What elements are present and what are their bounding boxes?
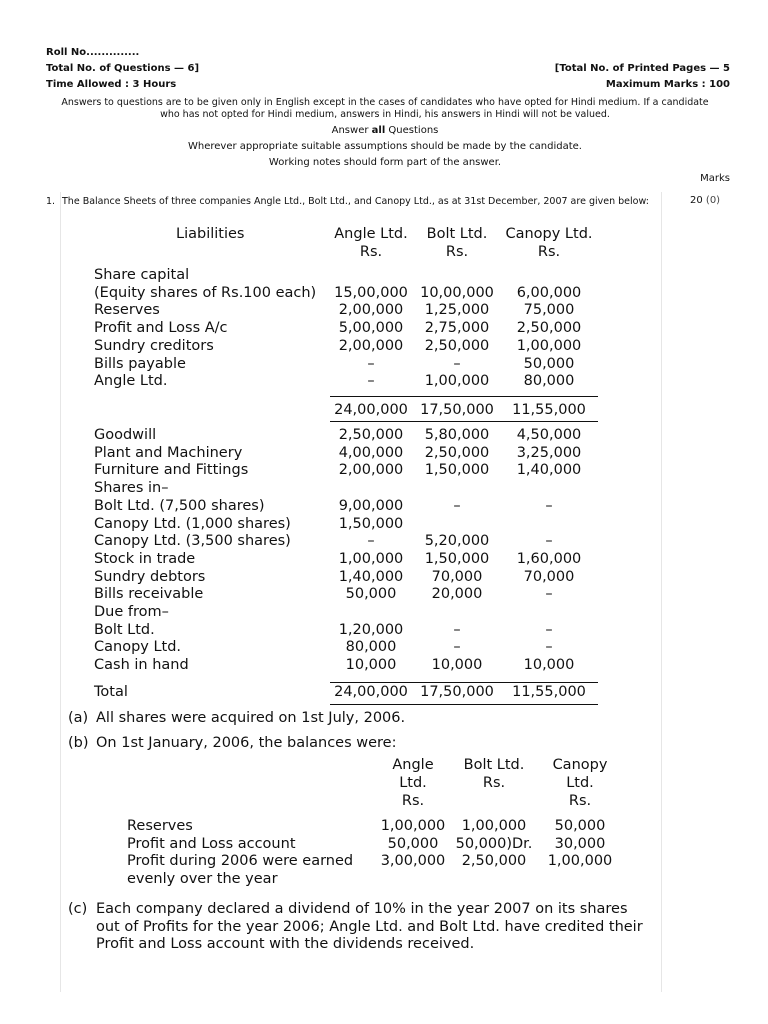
canopy-value: 3,25,000 <box>516 444 582 461</box>
answer-all-line: Answer all Questions <box>331 125 439 136</box>
header-row-1 <box>46 63 730 74</box>
canopy-value: 1,40,000 <box>516 462 582 479</box>
instruction-line-1: Answers to questions are to be given only in English except in the cases of candidates who have opted for Hindi medium. If a candidate <box>61 97 709 108</box>
total-questions: Total No. of Questions — 6] <box>46 63 200 74</box>
bolt-value: – <box>453 639 461 656</box>
row-label: Reserves <box>94 302 160 319</box>
row-label: Profit and Loss account <box>127 835 296 852</box>
canopy-value: 30,000 <box>554 835 606 852</box>
canopy-value: 2,50,000 <box>516 320 582 337</box>
row-label: Profit and Loss A/c <box>94 320 228 337</box>
bolt-value: 5,20,000 <box>424 533 490 550</box>
bolt-value: 10,000 <box>431 657 483 674</box>
angle-value: 5,00,000 <box>338 320 404 337</box>
unit-label: Rs. <box>359 244 383 260</box>
row-label: evenly over the year <box>127 871 278 888</box>
bolt-value: 50,000)Dr. <box>455 835 533 852</box>
canopy-value: 75,000 <box>523 302 575 319</box>
question-marks: 20 (0) <box>690 195 721 206</box>
canopy-value: 70,000 <box>523 568 575 585</box>
bolt-value: – <box>453 355 461 372</box>
assumptions-line: Wherever appropriate suitable assumptions should be made by the candidate. <box>188 141 582 152</box>
row-label: Shares in– <box>94 480 169 497</box>
canopy-value: 50,000 <box>554 818 606 834</box>
row-label: Bills payable <box>94 355 186 372</box>
header-row-2 <box>46 79 730 90</box>
angle-value: 1,40,000 <box>338 568 404 585</box>
divider-line <box>330 396 598 397</box>
question-text: The Balance Sheets of three companies Angle Ltd., Bolt Ltd., and Canopy Ltd., as at 31st December, 2007 are given below: <box>62 196 649 207</box>
row-label: Profit during 2006 were earned <box>127 853 354 870</box>
angle-value: 1,50,000 <box>338 515 404 532</box>
angle-value: 4,00,000 <box>338 444 404 461</box>
row-label: Bills receivable <box>94 586 204 603</box>
canopy-value: 1,60,000 <box>516 550 582 567</box>
bolt-value: 20,000 <box>431 586 483 603</box>
angle-value: – <box>367 355 375 372</box>
angle-value: 80,000 <box>345 639 397 656</box>
max-marks: Maximum Marks : 100 <box>605 79 730 90</box>
row-label: Plant and Machinery <box>94 444 243 461</box>
col-angle-heading: Angle Ltd. <box>334 226 408 242</box>
canopy-value: 10,000 <box>523 657 575 674</box>
angle-value: 1,00,000 <box>380 818 446 834</box>
row-label: Sundry debtors <box>94 568 206 585</box>
canopy-value: 1,00,000 <box>516 337 582 354</box>
angle-value: 9,00,000 <box>338 497 404 514</box>
bolt-value: 10,00,000 <box>420 284 494 301</box>
canopy-value: 80,000 <box>523 373 575 390</box>
bolt-value: 2,50,000 <box>424 444 490 461</box>
canopy-value: – <box>545 586 553 603</box>
time-allowed: Time Allowed : 3 Hours <box>46 79 177 90</box>
divider-line <box>330 421 598 422</box>
liabilities-heading: Liabilities <box>176 226 245 242</box>
angle-value: – <box>367 373 375 390</box>
row-label: Canopy Ltd. (1,000 shares) <box>94 515 291 532</box>
angle-value: 50,000 <box>387 835 439 852</box>
bolt-value: 2,75,000 <box>424 320 490 337</box>
row-label: Bolt Ltd. <box>94 621 155 638</box>
row-label: Canopy Ltd. <box>94 639 182 656</box>
row-label: (Equity shares of Rs.100 each) <box>94 284 317 301</box>
angle-value: 10,000 <box>345 657 397 674</box>
unit-label: Rs. <box>445 244 469 260</box>
canopy-value: 4,50,000 <box>516 427 582 443</box>
bolt-value: 5,80,000 <box>424 427 490 443</box>
row-label: Due from– <box>94 604 169 620</box>
angle-value: 50,000 <box>345 586 397 603</box>
bolt-value: 1,00,000 <box>461 818 527 834</box>
col-canopy-heading: Canopy Ltd. <box>505 226 593 242</box>
angle-value: 1,20,000 <box>338 621 404 638</box>
row-label: Canopy Ltd. (3,500 shares) <box>94 533 291 550</box>
bolt-value: 2,50,000 <box>461 853 527 870</box>
bolt-value: 1,50,000 <box>424 550 490 567</box>
row-label: Reserves <box>127 818 193 834</box>
angle-value: 3,00,000 <box>380 853 446 870</box>
bolt-value: 1,00,000 <box>424 373 490 390</box>
row-label: Goodwill <box>94 427 157 443</box>
bolt-value: 1,50,000 <box>424 462 490 479</box>
angle-value: 1,00,000 <box>338 550 404 567</box>
roll-no: Roll No.............. <box>46 47 140 58</box>
bolt-value: 70,000 <box>431 568 483 585</box>
angle-value: 2,00,000 <box>338 462 404 479</box>
row-label: Bolt Ltd. (7,500 shares) <box>94 497 265 514</box>
canopy-value: – <box>545 621 553 638</box>
angle-value: 2,00,000 <box>338 302 404 319</box>
canopy-value: 1,00,000 <box>547 853 613 870</box>
canopy-value: – <box>545 639 553 656</box>
canopy-value: – <box>545 497 553 514</box>
bolt-value: 2,50,000 <box>424 337 490 354</box>
divider-line <box>330 682 598 683</box>
bolt-value: – <box>453 621 461 638</box>
unit-label: Rs. <box>537 244 561 260</box>
total-pages: [Total No. of Printed Pages — 5 <box>554 63 730 74</box>
angle-value: – <box>367 533 375 550</box>
question-number: 1. <box>46 196 56 207</box>
instruction-line-2: who has not opted for Hindi medium, answers in Hindi, his answers in Hindi will not be valued. <box>160 109 610 120</box>
marks-label: Marks <box>700 173 730 184</box>
bolt-value: – <box>453 497 461 514</box>
row-label: Share capital <box>94 267 190 283</box>
canopy-value: 6,00,000 <box>516 284 582 301</box>
row-label: Furniture and Fittings <box>94 462 249 479</box>
angle-value: 15,00,000 <box>334 284 408 301</box>
row-label: Stock in trade <box>94 550 196 567</box>
canopy-value: 50,000 <box>523 355 575 372</box>
row-label: Cash in hand <box>94 657 189 674</box>
row-label: Sundry creditors <box>94 337 214 354</box>
canopy-value: – <box>545 533 553 550</box>
divider-line <box>330 704 598 705</box>
angle-value: 2,00,000 <box>338 337 404 354</box>
working-notes-line: Working notes should form part of the answer. <box>268 157 502 168</box>
bolt-value: 1,25,000 <box>424 302 490 319</box>
col-bolt-heading: Bolt Ltd. <box>426 226 488 242</box>
row-label: Angle Ltd. <box>94 373 168 390</box>
angle-value: 2,50,000 <box>338 427 404 443</box>
